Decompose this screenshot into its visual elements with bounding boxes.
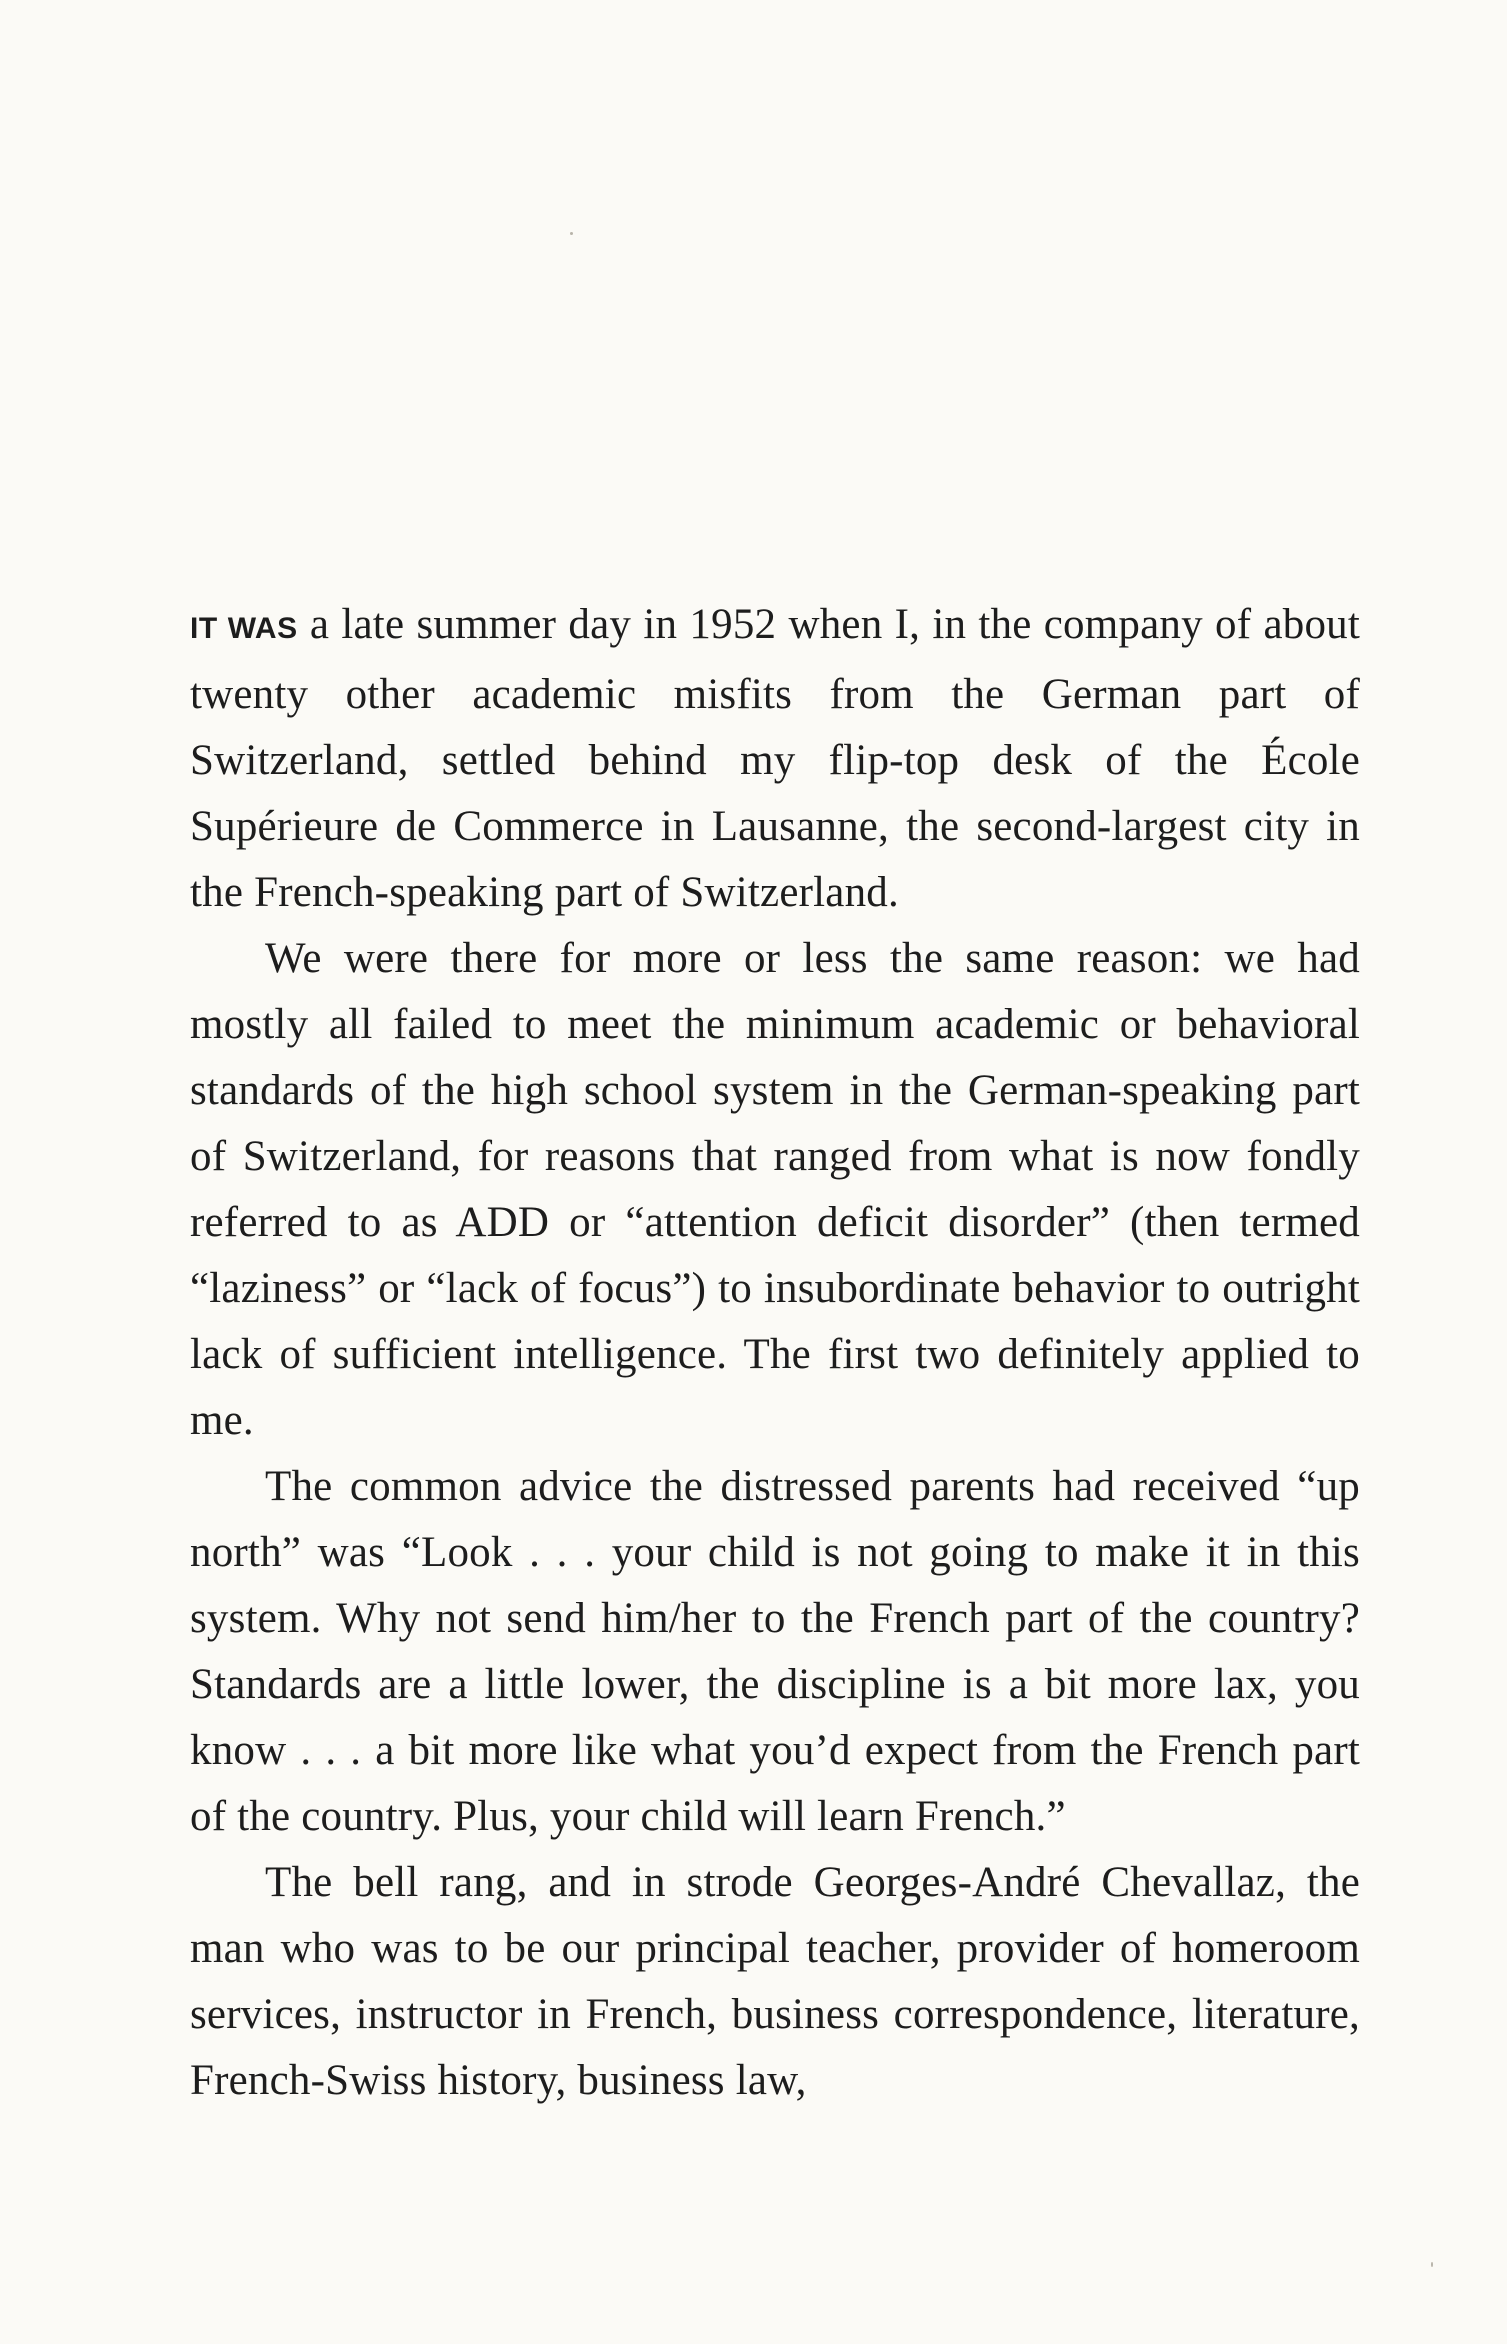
paragraph-3: The common advice the distressed parents had received “up north” was “Look . . . your child is not going to make it in this system. Why not send him/her to the French part of the country? Standards are a little lower, the discipline is a bit more lax, you know . . . a bit more like what you’d expect from the French part of the country. Plus, your child will learn French.” bbox=[190, 1463, 1360, 1840]
body-text bbox=[190, 592, 1360, 2114]
paragraph-1-text: a late summer day in 1952 when I, in the company of about twenty other academic misfits from the German part of Switzerland, settled behind my flip-top desk of the École Supérieure de Commerce in Lausanne, the second-largest city in the French-speaking part of Switzerland. bbox=[190, 601, 1360, 916]
paper-speck bbox=[570, 232, 573, 235]
lead-in: IT WAS bbox=[190, 612, 298, 645]
paragraph-4: The bell rang, and in strode Georges-André Chevallaz, the man who was to be our principal teacher, provider of homeroom services, instructor in French, business correspondence, literature, French-Swiss history, business law, bbox=[190, 1859, 1360, 2104]
paragraph-1 bbox=[190, 592, 1360, 926]
paragraph-2: We were there for more or less the same reason: we had mostly all failed to meet the minimum academic or behavioral standards of the high school system in the German-speaking part of Switzerland, for reasons that ranged from what is now fondly referred to as ADD or “attention deficit disorder” (then termed “laziness” or “lack of focus”) to insubordinate behavior to outright lack of sufficient intelligence. The first two definitely applied to me. bbox=[190, 935, 1360, 1444]
paper-speck bbox=[1431, 2262, 1433, 2267]
